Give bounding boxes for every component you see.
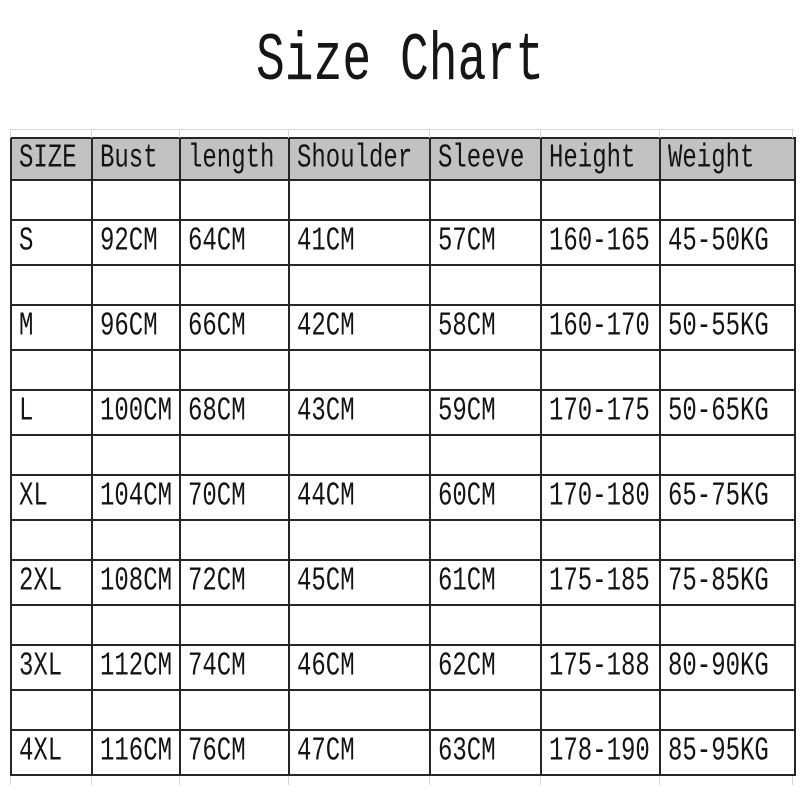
cell-length: 76CM bbox=[180, 730, 289, 775]
table-row-l bbox=[11, 390, 795, 435]
grid-remnant-tick bbox=[288, 130, 289, 138]
cell-sleeve: 57CM bbox=[430, 220, 541, 265]
cell-height: 160-165 bbox=[541, 220, 660, 265]
table-row-2xl bbox=[11, 560, 795, 605]
grid-remnant-tick bbox=[179, 776, 180, 785]
cell-length: 68CM bbox=[180, 390, 289, 435]
cell-bust: 112CM bbox=[92, 645, 180, 690]
spacer-row bbox=[11, 690, 795, 730]
spacer-row bbox=[11, 520, 795, 560]
grid-remnant-tick bbox=[91, 130, 92, 138]
col-header-shoulder: Shoulder bbox=[289, 138, 430, 180]
col-header-height: Height bbox=[541, 138, 660, 180]
spacer-row bbox=[11, 605, 795, 645]
spacer-row bbox=[11, 180, 795, 220]
header-row bbox=[11, 138, 795, 180]
cell-weight: 65-75KG bbox=[660, 475, 795, 520]
page-title-text: Size Chart bbox=[255, 23, 545, 101]
cell-shoulder: 42CM bbox=[289, 305, 430, 350]
grid-remnant-tick bbox=[10, 130, 11, 138]
cell-shoulder: 43CM bbox=[289, 390, 430, 435]
cell-size: XL bbox=[11, 475, 92, 520]
cell-weight: 45-50KG bbox=[660, 220, 795, 265]
table-row-3xl bbox=[11, 645, 795, 690]
grid-remnant-bottom bbox=[10, 776, 794, 785]
cell-bust: 116CM bbox=[92, 730, 180, 775]
grid-remnant-tick bbox=[179, 130, 180, 138]
cell-weight: 80-90KG bbox=[660, 645, 795, 690]
grid-remnant-tick bbox=[91, 776, 92, 785]
cell-sleeve: 63CM bbox=[430, 730, 541, 775]
col-header-bust: Bust bbox=[92, 138, 180, 180]
grid-remnant-tick bbox=[659, 130, 660, 138]
cell-height: 160-170 bbox=[541, 305, 660, 350]
cell-height: 178-190 bbox=[541, 730, 660, 775]
spacer-row bbox=[11, 265, 795, 305]
cell-length: 70CM bbox=[180, 475, 289, 520]
cell-height: 175-185 bbox=[541, 560, 660, 605]
cell-weight: 50-65KG bbox=[660, 390, 795, 435]
cell-sleeve: 61CM bbox=[430, 560, 541, 605]
cell-shoulder: 46CM bbox=[289, 645, 430, 690]
cell-length: 64CM bbox=[180, 220, 289, 265]
table-row-m bbox=[11, 305, 795, 350]
cell-sleeve: 62CM bbox=[430, 645, 541, 690]
cell-size: M bbox=[11, 305, 92, 350]
cell-shoulder: 44CM bbox=[289, 475, 430, 520]
cell-size: 2XL bbox=[11, 560, 92, 605]
cell-size: 3XL bbox=[11, 645, 92, 690]
page-title bbox=[0, 23, 800, 101]
grid-remnant-tick bbox=[792, 776, 793, 785]
cell-sleeve: 60CM bbox=[430, 475, 541, 520]
spacer-row bbox=[11, 350, 795, 390]
size-table bbox=[10, 137, 796, 776]
cell-shoulder: 45CM bbox=[289, 560, 430, 605]
cell-bust: 92CM bbox=[92, 220, 180, 265]
spacer-row bbox=[11, 435, 795, 475]
cell-size: L bbox=[11, 390, 92, 435]
grid-remnant-tick bbox=[429, 130, 430, 138]
table-row-xl bbox=[11, 475, 795, 520]
cell-bust: 108CM bbox=[92, 560, 180, 605]
cell-size: S bbox=[11, 220, 92, 265]
col-header-length: length bbox=[180, 138, 289, 180]
cell-sleeve: 58CM bbox=[430, 305, 541, 350]
cell-length: 66CM bbox=[180, 305, 289, 350]
grid-remnant-tick bbox=[429, 776, 430, 785]
cell-height: 170-175 bbox=[541, 390, 660, 435]
cell-length: 72CM bbox=[180, 560, 289, 605]
table-row-4xl bbox=[11, 730, 795, 775]
table-row-s bbox=[11, 220, 795, 265]
cell-bust: 100CM bbox=[92, 390, 180, 435]
size-table-container bbox=[10, 137, 794, 776]
cell-length: 74CM bbox=[180, 645, 289, 690]
cell-bust: 104CM bbox=[92, 475, 180, 520]
cell-weight: 75-85KG bbox=[660, 560, 795, 605]
cell-height: 175-188 bbox=[541, 645, 660, 690]
grid-remnant-top bbox=[10, 129, 794, 138]
col-header-weight: Weight bbox=[660, 138, 795, 180]
grid-remnant-tick bbox=[540, 130, 541, 138]
cell-shoulder: 47CM bbox=[289, 730, 430, 775]
col-header-size: SIZE bbox=[11, 138, 92, 180]
grid-remnant-tick bbox=[10, 776, 11, 785]
cell-size: 4XL bbox=[11, 730, 92, 775]
grid-remnant-tick bbox=[659, 776, 660, 785]
cell-height: 170-180 bbox=[541, 475, 660, 520]
grid-remnant-tick bbox=[288, 776, 289, 785]
col-header-sleeve: Sleeve bbox=[430, 138, 541, 180]
cell-weight: 50-55KG bbox=[660, 305, 795, 350]
cell-sleeve: 59CM bbox=[430, 390, 541, 435]
cell-weight: 85-95KG bbox=[660, 730, 795, 775]
grid-remnant-tick bbox=[540, 776, 541, 785]
cell-bust: 96CM bbox=[92, 305, 180, 350]
cell-shoulder: 41CM bbox=[289, 220, 430, 265]
grid-remnant-tick bbox=[792, 130, 793, 138]
